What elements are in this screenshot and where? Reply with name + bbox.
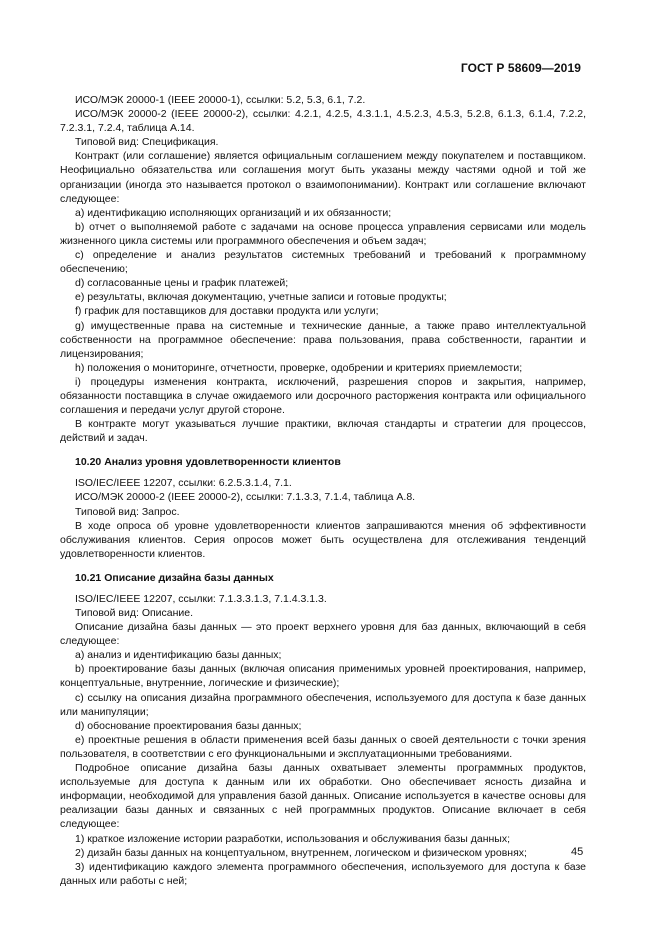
page-body bbox=[60, 93, 586, 888]
paragraph: Типовой вид: Спецификация. bbox=[75, 136, 219, 149]
list-item: 1) краткое изложение истории разработки, использования и обслуживания базы данных; bbox=[75, 832, 511, 845]
paragraph: Описание дизайна базы данных — это проект верхнего уровня для баз данных, включающий в себя следующее: bbox=[60, 621, 586, 648]
list-item: a) анализ и идентификацию базы данных; bbox=[75, 649, 282, 662]
paragraph: В контракте могут указываться лучшие практики, включая стандарты и стратегии для процессов, действий и задач. bbox=[60, 418, 586, 445]
paragraph: ISO/IEC/IEEE 12207, ссылки: 6.2.5.3.1.4, 7.1. bbox=[75, 477, 292, 490]
paragraph: ИСО/МЭК 20000-2 (IEEE 20000-2), ссылки: 4.2.1, 4.2.5, 4.3.1.1, 4.5.2.3, 4.5.3, 5.2.8, 6.1.3, 6.1.4, 7.2.2, 7.2.3.1, 7.2.4, таблица А.14. bbox=[60, 108, 586, 135]
list-item: d) обоснование проектирования базы данных; bbox=[75, 719, 302, 732]
list-item: h) положения о мониторинге, отчетности, проверке, одобрении и критериях приемлемости; bbox=[75, 361, 523, 374]
list-item: f) график для поставщиков для доставки продукта или услуги; bbox=[75, 305, 379, 318]
section-heading-10-20: 10.20 Анализ уровня удовлетворенности клиентов bbox=[75, 456, 341, 469]
paragraph: ISO/IEC/IEEE 12207, ссылки: 7.1.3.3.1.3, 7.1.4.3.1.3. bbox=[75, 592, 327, 605]
list-item: b) отчет о выполняемой работе с задачами на основе процесса управления сервисами или модель жизненного цикла системы или программного обеспечения и объем задач; bbox=[60, 220, 586, 247]
list-item: 3) идентификацию каждого элемента программного обеспечения, используемого для доступа к базе данных или работы с ней; bbox=[60, 860, 586, 887]
paragraph: Подробное описание дизайна базы данных охватывает элементы программных продуктов, используемые для доступа к данным или их обработки. Оно обеспечивает ясность дизайна и информации, необходимой для управления базой данных. Описание используется в качестве основы для реализации базы данных и связанных с ней программных продуктов. Описание включает в себя следующее: bbox=[60, 762, 586, 831]
section-10-21 bbox=[60, 592, 586, 888]
list-item: e) проектные решения в области применения всей базы данных о своей деятельности с точки зрения пользователя, в соответствии с его функциональными и эксплуатационными требованиями. bbox=[60, 733, 586, 760]
list-item: d) согласованные цены и график платежей; bbox=[75, 277, 289, 290]
paragraph: Типовой вид: Запрос. bbox=[75, 505, 180, 518]
list-item: c) ссылку на описания дизайна программного обеспечения, используемого для доступа к базе данных или манипуляции; bbox=[60, 691, 586, 718]
paragraph: В ходе опроса об уровне удовлетворенности клиентов запрашиваются мнения об эффективности обслуживания клиентов. Серия опросов может быть осуществлена для отслеживания тенденций удовлетворенности клиентов. bbox=[60, 519, 586, 560]
paragraph: ИСО/МЭК 20000-2 (IEEE 20000-2), ссылки: 7.1.3.3, 7.1.4, таблица А.8. bbox=[75, 491, 416, 504]
list-item: a) идентификацию исполняющих организаций и их обязанности; bbox=[75, 206, 392, 219]
list-item: i) процедуры изменения контракта, исключений, разрешения споров и закрытия, например, обязанности поставщика в случае ожидаемого или досрочного расторжения контракта или официального соглашения и передачи услуг другой стороне. bbox=[60, 375, 586, 417]
paragraph: Контракт (или соглашение) является официальным соглашением между покупателем и поставщиком. Неофициально обязательства или соглашения могут быть указаны между частями одной и той же организации (иногда это называется протокол о взаимопонимании). Контракт или соглашение включают следующее: bbox=[60, 150, 586, 205]
section-10-20 bbox=[60, 476, 586, 561]
list-item: c) определение и анализ результатов системных требований и требований к программному обеспечению; bbox=[60, 249, 586, 276]
document-standard-header: ГОСТ Р 58609—2019 bbox=[460, 61, 581, 75]
intro-block bbox=[60, 93, 586, 445]
list-item: 2) дизайн базы данных на концептуальном, внутреннем, логическом и физическом уровнях; bbox=[75, 846, 527, 859]
section-heading-10-21: 10.21 Описание дизайна базы данных bbox=[75, 571, 274, 584]
list-item: e) результаты, включая документацию, учетные записи и готовые продукты; bbox=[75, 291, 447, 304]
paragraph: Типовой вид: Описание. bbox=[75, 607, 194, 619]
page-number: 45 bbox=[571, 846, 584, 858]
list-item: b) проектирование базы данных (включая описания применимых уровней проектирования, например, концептуальные, внутренние, логические и физические); bbox=[60, 663, 586, 690]
list-item: g) имущественные права на системные и технические данные, а также право интеллектуальной собственности на программное обеспечение: права пользования, права собственности, гарантии и лицензирования; bbox=[60, 319, 586, 360]
paragraph: ИСО/МЭК 20000-1 (IEEE 20000-1), ссылки: 5.2, 5.3, 6.1, 7.2. bbox=[75, 94, 366, 106]
